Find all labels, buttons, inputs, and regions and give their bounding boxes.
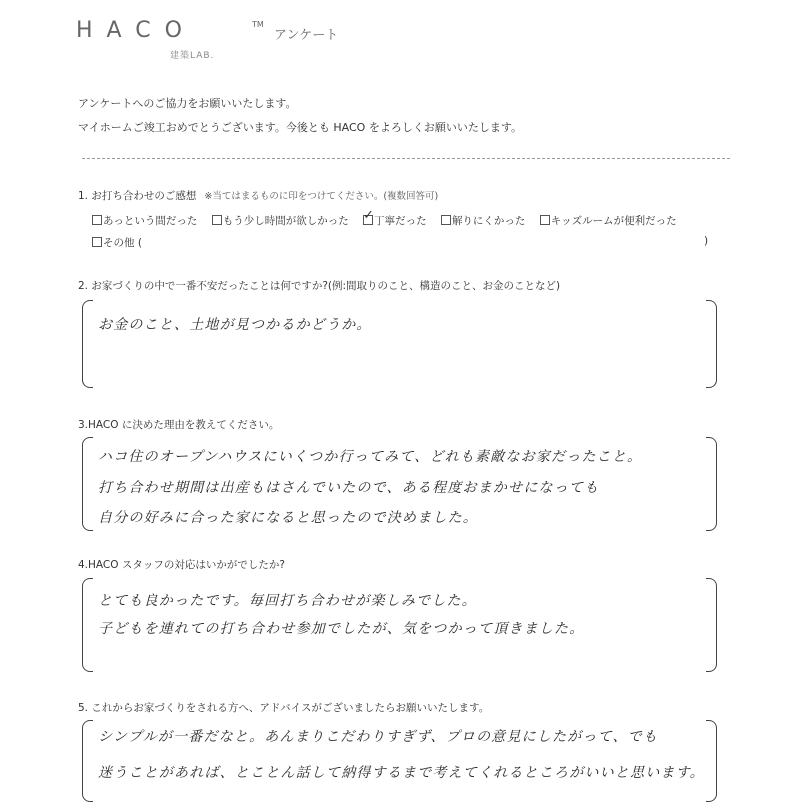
answer-3-line-2: 打ち合わせ期間は出産もはさんでいたので、ある程度おまかせになっても (98, 480, 600, 496)
option-label: キッズルームが便利だった (550, 215, 677, 227)
option-label: 丁寧だった (374, 215, 427, 227)
survey-title: アンケート (274, 28, 339, 43)
answer-5-bracket-left (82, 720, 93, 802)
brand-subtitle: 建築LAB. (170, 51, 215, 61)
question-1-text: 1. お打ち合わせのご感想 (78, 190, 197, 202)
answer-5-line-2: 迷うことがあれば、とことん話して納得するまで考えてくれるところがいいと思います。 (98, 765, 705, 781)
haco-logo (76, 18, 339, 61)
answer-4-bracket-left (82, 578, 93, 672)
option-other-label: その他 ( (103, 237, 142, 249)
option-other-close: ) (704, 235, 709, 247)
option-hard-to-understand[interactable] (441, 215, 526, 227)
question-3: 3.HACO に決めた理由を教えてください。 (78, 419, 280, 431)
answer-3-bracket-right (706, 437, 717, 531)
trademark: TM (252, 20, 264, 29)
option-label: 解りにくかった (451, 215, 526, 227)
option-quick[interactable] (92, 215, 197, 227)
answer-2-line-1: お金のこと、土地が見つかるかどうか。 (98, 317, 372, 333)
dashed-divider (82, 158, 730, 159)
answer-4-bracket-right (706, 578, 717, 672)
option-more-time[interactable] (212, 215, 349, 227)
answer-5-bracket-right (706, 720, 717, 802)
checkbox[interactable] (212, 215, 222, 225)
checkbox-checked[interactable] (363, 215, 373, 225)
option-other[interactable] (92, 235, 142, 250)
brand-name: HACO (76, 18, 196, 43)
question-1-options (92, 213, 688, 228)
answer-3-line-1: ハコ住のオープンハウスにいくつか行ってみて、どれも素敵なお家だったこと。 (98, 449, 643, 465)
checkbox[interactable] (540, 215, 550, 225)
answer-2-bracket-right (706, 300, 717, 388)
checkbox[interactable] (92, 215, 102, 225)
question-5: 5. これからお家づくりをされる方へ、アドバイスがございましたらお願いいたします。 (78, 702, 490, 714)
question-4: 4.HACO スタッフの対応はいかがでしたか? (78, 559, 285, 571)
option-kids-room[interactable] (540, 215, 677, 227)
option-polite[interactable] (363, 215, 427, 227)
answer-2-bracket-left (82, 300, 93, 388)
answer-3-line-3: 自分の好みに合った家になると思ったので決めました。 (98, 510, 478, 526)
intro-line-2: マイホームご竣工おめでとうございます。今後とも HACO をよろしくお願いいたします。 (78, 121, 522, 134)
answer-4-line-1: とても良かったです。毎回打ち合わせが楽しみでした。 (98, 593, 477, 609)
answer-3-bracket-left (82, 437, 93, 531)
answer-5-line-1: シンプルが一番だなと。あんまりこだわりすぎず、プロの意見にしたがって、でも (98, 729, 659, 745)
checkbox[interactable] (441, 215, 451, 225)
question-2: 2. お家づくりの中で一番不安だったことは何ですか?(例:間取りのこと、構造のこと、お金のことなど) (78, 280, 561, 292)
checkbox[interactable] (92, 237, 102, 247)
intro-line-1: アンケートへのご協力をお願いいたします。 (78, 97, 297, 110)
question-1 (78, 188, 438, 203)
option-label: あっという間だった (103, 215, 198, 227)
question-1-note: ※当てはまるものに印をつけてください。(複数回答可) (204, 191, 439, 202)
option-label: もう少し時間が欲しかった (222, 215, 349, 227)
answer-4-line-2: 子どもを連れての打ち合わせ参加でしたが、気をつかって頂きました。 (98, 621, 585, 637)
